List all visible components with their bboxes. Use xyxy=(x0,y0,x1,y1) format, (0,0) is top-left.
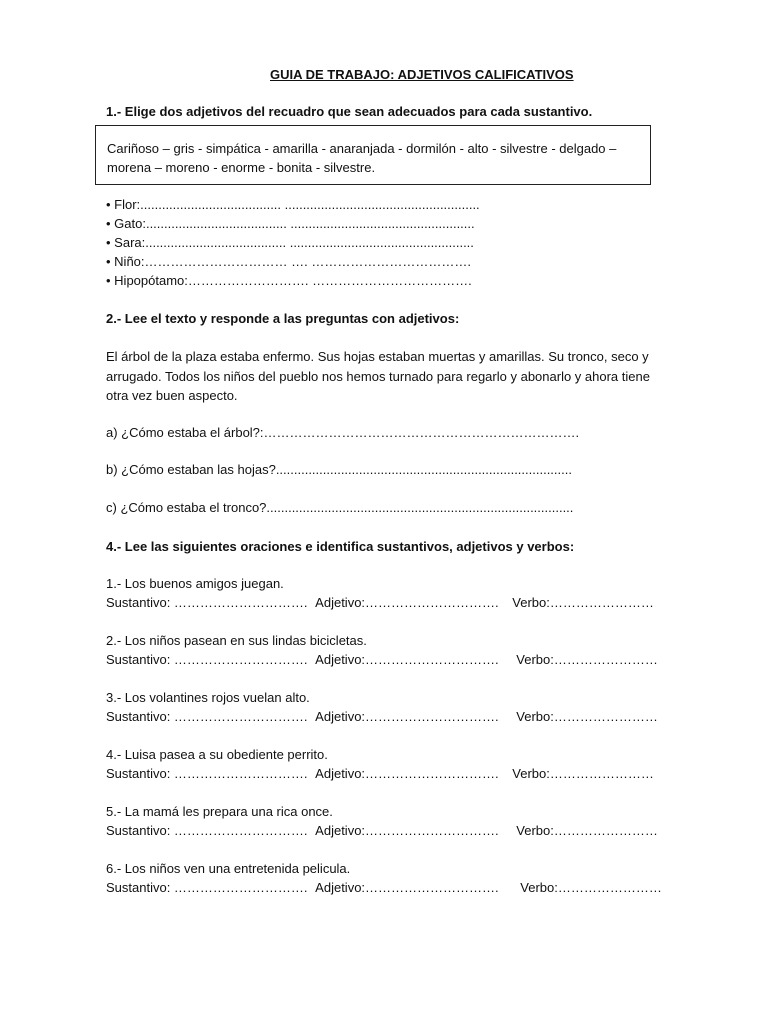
sentence-5: 5.- La mamá les prepara una rica once. xyxy=(106,804,333,819)
noun-item-nino: • Niño:…………………………… …. ………………………………. xyxy=(106,254,471,269)
sustantivo-field: Sustantivo: …………………………. xyxy=(106,595,308,610)
sentence-6: 6.- Los niños ven una entretenida pelicula. xyxy=(106,861,351,876)
sustantivo-field: Sustantivo: …………………………. xyxy=(106,880,308,895)
verbo-field: Verbo:…………………… xyxy=(512,595,654,610)
answer-row-1 xyxy=(106,594,654,612)
sustantivo-field: Sustantivo: …………………………. xyxy=(106,709,308,724)
page-title: GUIA DE TRABAJO: ADJETIVOS CALIFICATIVOS xyxy=(270,67,574,82)
answer-row-2 xyxy=(106,651,658,669)
noun-item-flor: • Flor:....................................... ...................................................... xyxy=(106,197,480,212)
adjetivo-field: Adjetivo:…………………………. xyxy=(315,595,499,610)
noun-item-sara: • Sara:....................................... ................................................... xyxy=(106,235,474,250)
sustantivo-field: Sustantivo: …………………………. xyxy=(106,766,308,781)
adjetivo-field: Adjetivo:…………………………. xyxy=(315,880,499,895)
question-b: b) ¿Cómo estaban las hojas?.................................................................................. xyxy=(106,462,572,477)
noun-item-gato: • Gato:....................................... ................................................... xyxy=(106,216,475,231)
sustantivo-field: Sustantivo: …………………………. xyxy=(106,823,308,838)
adjetivo-field: Adjetivo:…………………………. xyxy=(315,652,499,667)
verbo-field: Verbo:…………………… xyxy=(516,652,658,667)
verbo-field: Verbo:…………………… xyxy=(516,709,658,724)
sentence-1: 1.- Los buenos amigos juegan. xyxy=(106,576,284,591)
adjective-box xyxy=(95,125,651,185)
adjetivo-field: Adjetivo:…………………………. xyxy=(315,823,499,838)
noun-item-hipopotamo: • Hipopótamo:………………………. ………………………………. xyxy=(106,273,472,288)
section4-heading: 4.- Lee las siguientes oraciones e identifica sustantivos, adjetivos y verbos: xyxy=(106,539,575,554)
adjective-box-text: Cariñoso – gris - simpática - amarilla - anaranjada - dormilón - alto - silvestre - delgado – morena – moreno - enorme - bonita - silvestre. xyxy=(107,141,617,175)
sentence-4: 4.- Luisa pasea a su obediente perrito. xyxy=(106,747,328,762)
question-a: a) ¿Cómo estaba el árbol?:………………………………………………………………. xyxy=(106,425,580,440)
sentence-2: 2.- Los niños pasean en sus lindas bicicletas. xyxy=(106,633,367,648)
verbo-field: Verbo:…………………… xyxy=(520,880,662,895)
answer-row-4 xyxy=(106,765,654,783)
answer-row-5 xyxy=(106,822,658,840)
answer-row-3 xyxy=(106,708,658,726)
reading-paragraph: El árbol de la plaza estaba enfermo. Sus hojas estaban muertas y amarillas. Su tronco, seco y arrugado. Todos los niños del pueblo nos hemos turnado para regarlo y abonarlo y ahora tiene otra vez buen aspecto. xyxy=(106,349,650,403)
question-c: c) ¿Cómo estaba el tronco?..................................................................................... xyxy=(106,500,574,515)
sentence-3: 3.- Los volantines rojos vuelan alto. xyxy=(106,690,310,705)
section1-heading: 1.- Elige dos adjetivos del recuadro que sean adecuados para cada sustantivo. xyxy=(106,104,593,119)
verbo-field: Verbo:…………………… xyxy=(516,823,658,838)
sustantivo-field: Sustantivo: …………………………. xyxy=(106,652,308,667)
section2-heading: 2.- Lee el texto y responde a las preguntas con adjetivos: xyxy=(106,311,460,326)
answer-row-6 xyxy=(106,879,662,897)
adjetivo-field: Adjetivo:…………………………. xyxy=(315,766,499,781)
adjetivo-field: Adjetivo:…………………………. xyxy=(315,709,499,724)
verbo-field: Verbo:…………………… xyxy=(512,766,654,781)
